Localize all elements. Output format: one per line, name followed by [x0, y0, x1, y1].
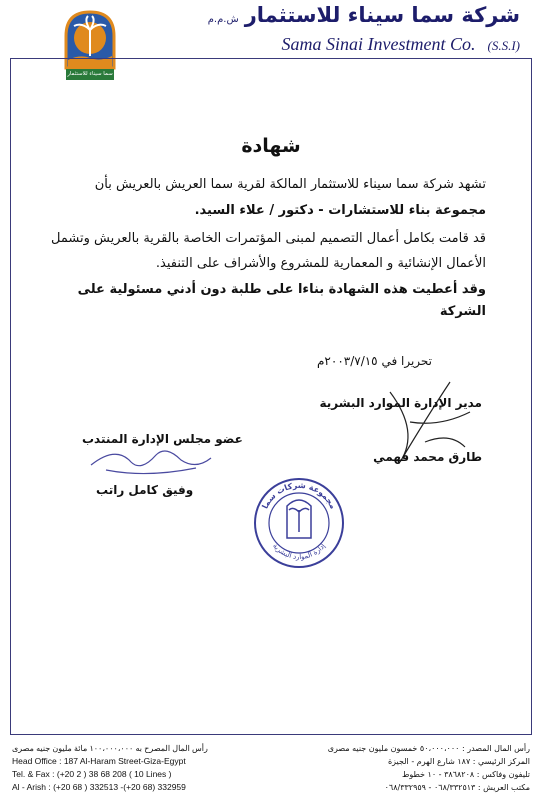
company-logo: [62, 8, 118, 84]
company-name-arabic: [208, 3, 520, 27]
frame-bottom-rule: [10, 734, 532, 735]
signatory-left-title: عضو مجلس الإدارة المنتدب: [82, 432, 243, 446]
legal-form: ش.م.م: [207, 14, 239, 25]
issue-date: تحريرا في ٢٠٠٣/٧/١٥م: [316, 354, 432, 368]
signatory-right-name: طارق محمد فهمي: [373, 450, 482, 464]
footer-issued-capital: رأس المال المصدر : ٥٠،٠٠٠،٠٠٠ خمسون مليون جنيه مصرى: [327, 744, 530, 753]
company-abbr: (S.S.I): [487, 38, 520, 53]
company-stamp: [252, 476, 346, 570]
footer-arabic: [328, 742, 530, 794]
certificate-line-2: مجموعة بناء للاستشارات - دكتور / علاء السيد.: [194, 203, 486, 218]
stamp-top-text: مجموعة شركات سما: [260, 480, 338, 511]
certificate-line-5: وقد أعطيت هذه الشهادة بناءا على طلبة دون أدني مسئولية على الشركة: [77, 282, 486, 319]
frame-right-rule: [531, 58, 532, 734]
footer-tel-fax-ar: تليفون وفاكس : ٣٨٦٨٢٠٨ - ١٠ خطوط: [401, 770, 530, 779]
certificate-title: شهادة: [241, 135, 301, 157]
footer-al-arish: Al - Arish : (+20 68 ) 332513 -(+20 68) 332959: [12, 782, 186, 792]
company-name-english: [282, 34, 520, 55]
stamp-bottom-text: إدارة الموارد البشرية: [271, 542, 327, 562]
company-name-en-text: Sama Sinai Investment Co.: [281, 34, 476, 54]
frame-left-rule: [10, 58, 11, 734]
certificate-line-4: الأعمال الإنشائية و المعمارية للمشروع والأشراف على التنفيذ.: [155, 256, 486, 271]
footer-english: [12, 742, 208, 794]
footer-head-office-ar: المركز الرئيسي : ١٨٧ شارع الهرم - الجيزة: [387, 757, 530, 766]
company-name-ar-text: شركة سما سيناء للاستثمار: [244, 3, 520, 27]
footer-al-arish-ar: مكتب العريش : ٠٦٨/٣٣٢٥١٣ - ٠٦٨/٣٣٢٩٥٩: [384, 783, 530, 792]
signatory-left-name: وفيق كامل راتب: [96, 483, 194, 497]
footer-authorized-capital: رأس المال المصرح به ١٠٠،٠٠٠،٠٠٠ مائة مليون جنيه مصرى: [12, 744, 208, 753]
certificate-line-1: تشهد شركة سما سيناء للاستثمار المالكة لقرية سما العريش بالعريش بأن: [94, 177, 486, 192]
certificate-line-3: قد قامت بكامل أعمال التصميم لمبنى المؤتمرات الخاصة بالقرية بالعريش وتشمل: [51, 231, 486, 246]
frame-top-rule: [10, 58, 532, 59]
logo-caption: سما سيناء للاستثمار: [67, 71, 113, 77]
signatory-right-title: مدير الإدارة الموارد البشرية: [319, 396, 482, 410]
footer-tel-fax: Tel. & Fax : (+20 2 ) 38 68 208 ( 10 Lines ): [12, 769, 172, 779]
signature-left-scribble: [86, 440, 216, 480]
footer-head-office: Head Office : 187 Al-Haram Street-Giza-Egypt: [12, 756, 186, 766]
